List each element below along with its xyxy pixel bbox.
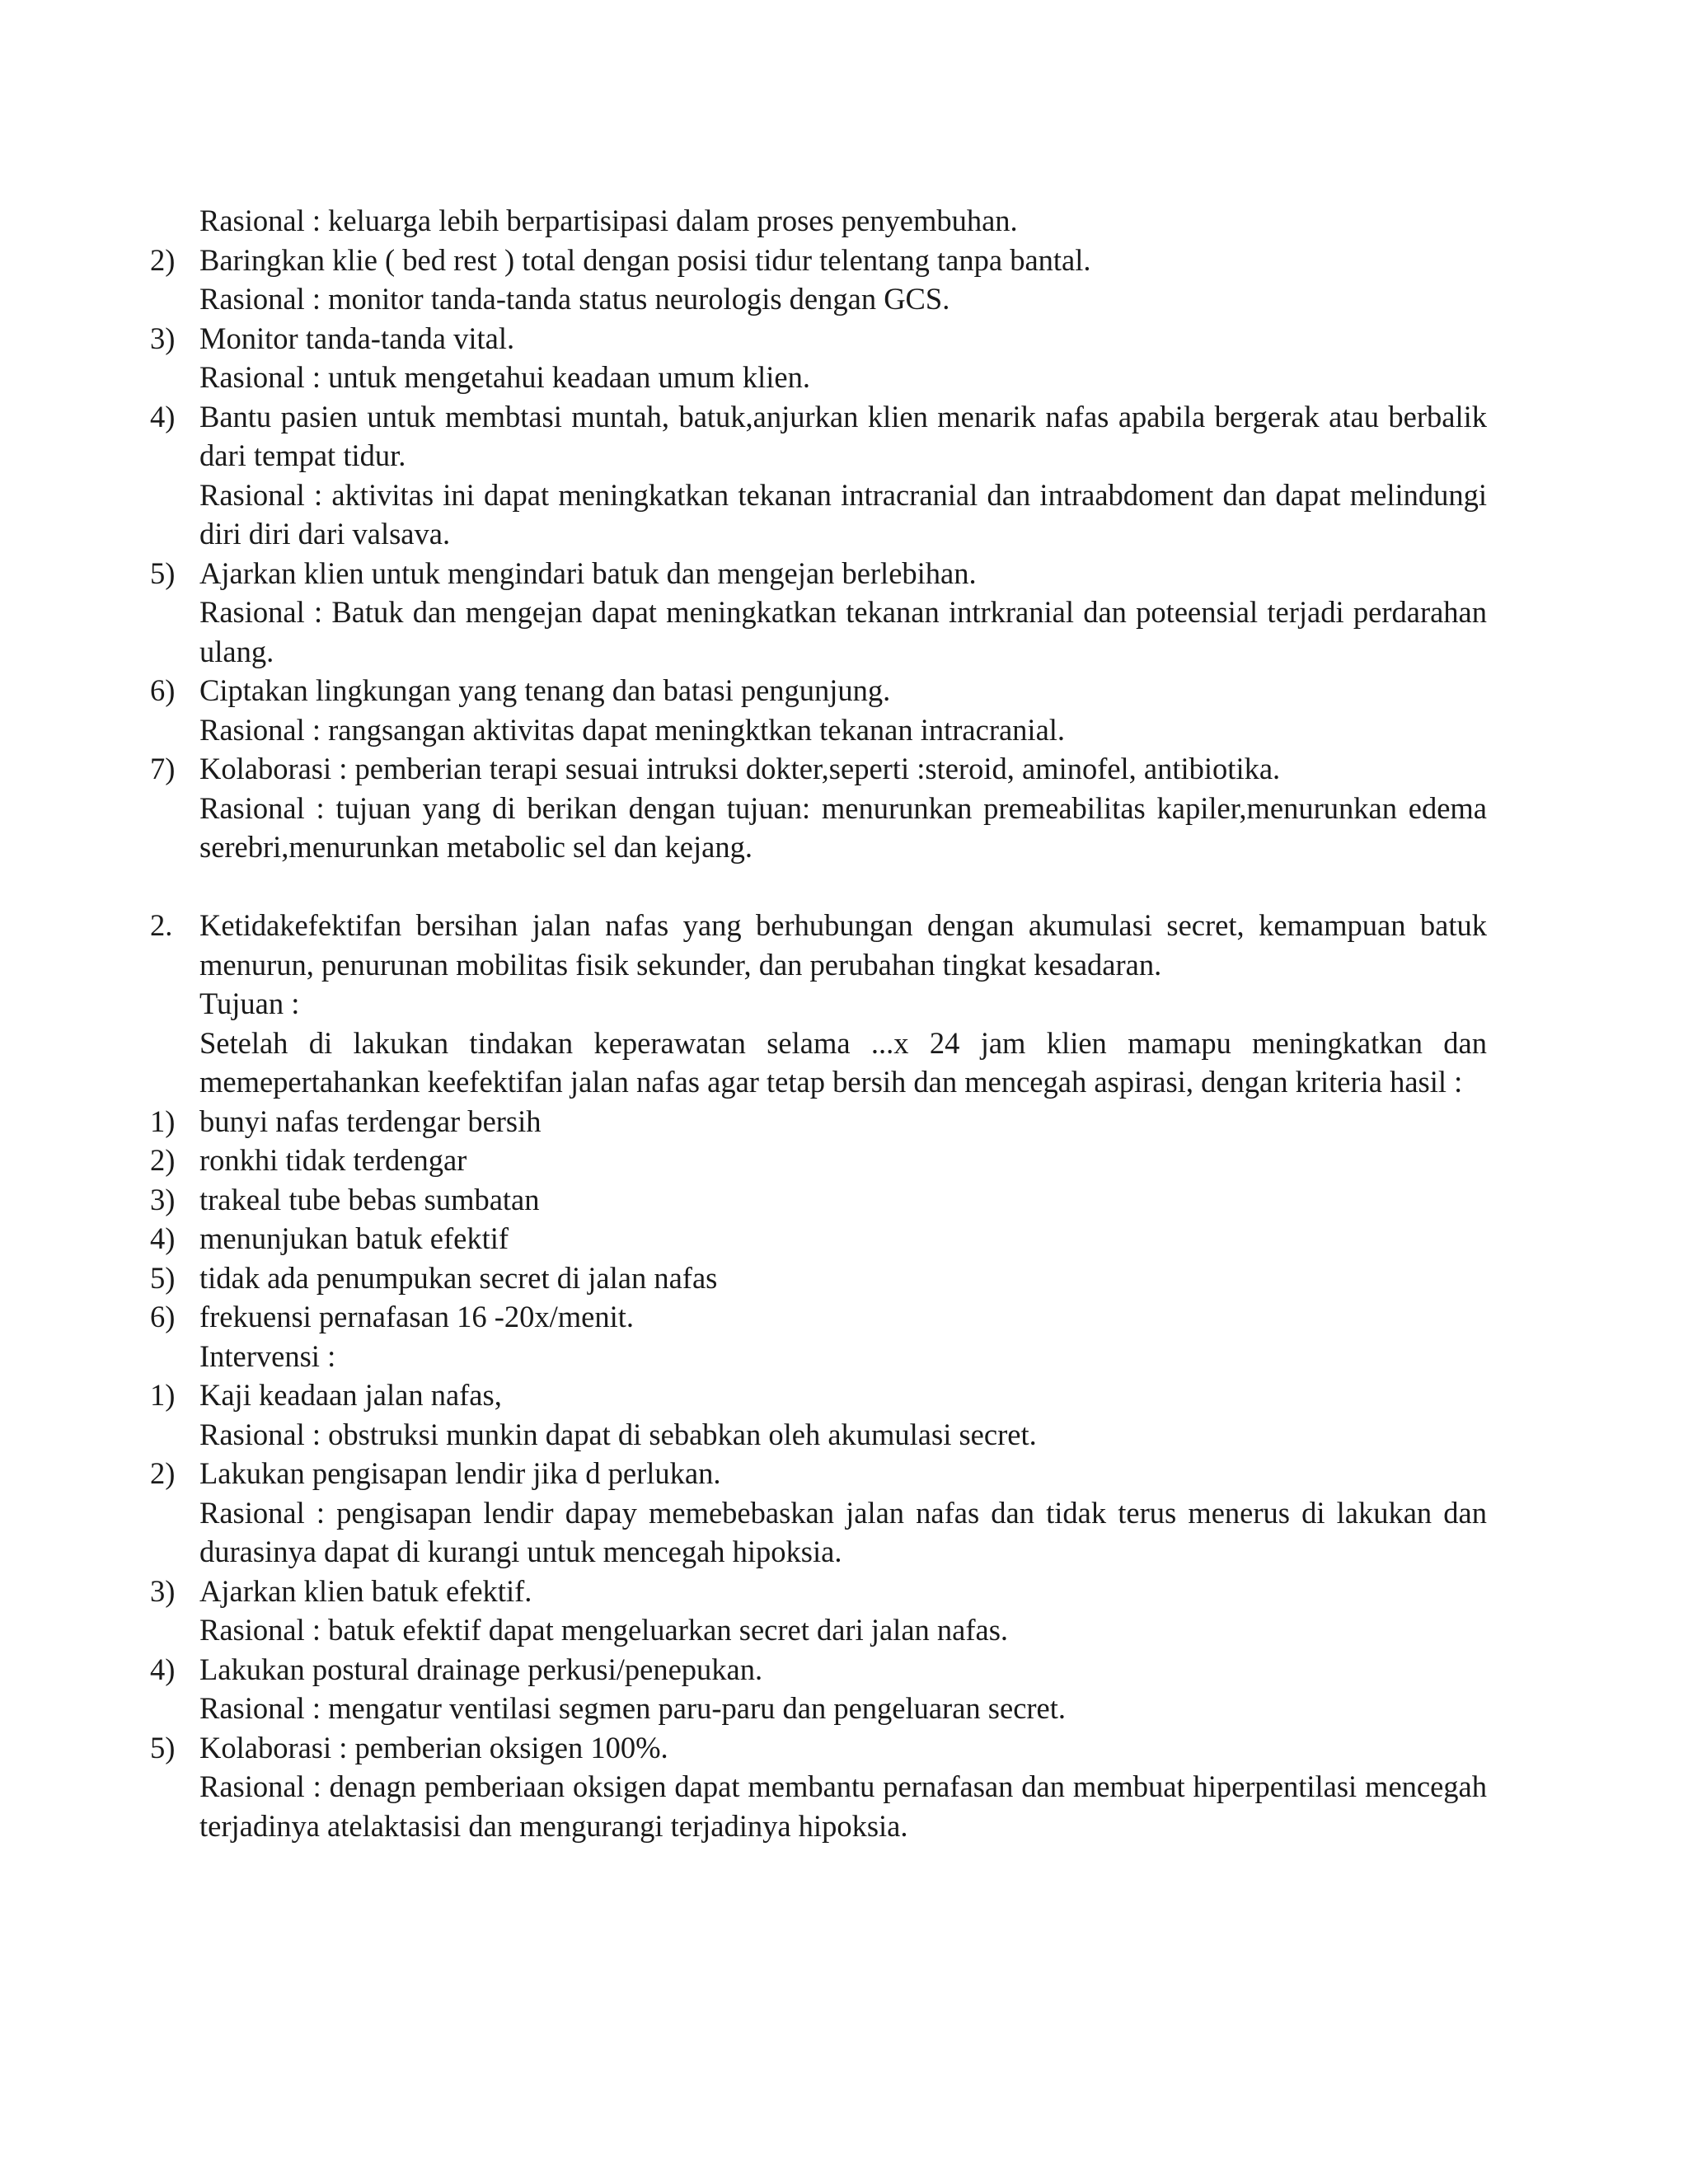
document-body (150, 201, 1487, 1845)
rationale-text: Rasional : obstruksi munkin dapat di sebabkan oleh akumulasi secret. (199, 1417, 1037, 1451)
item-number: 4) (150, 1221, 176, 1255)
item-text: Lakukan postural drainage perkusi/penepukan. (199, 1652, 763, 1686)
list-item (150, 1376, 1487, 1415)
rationale-text: Rasional : pengisapan lendir dapay memebebaskan jalan nafas dan tidak terus menerus di lakukan dan durasinya dapat di kurangi untuk mencegah hipoksia. (199, 1495, 1487, 1568)
item-number: 5) (150, 1260, 176, 1295)
criteria-item (150, 1141, 1487, 1180)
rationale-paragraph (150, 710, 1487, 750)
list-item (150, 1728, 1487, 1768)
item-number: 6) (150, 1300, 176, 1333)
item-number: 1) (150, 1378, 176, 1412)
goal-heading (150, 984, 1487, 1024)
item-text: Ciptakan lingkungan yang tenang dan batasi pengunjung. (199, 673, 891, 707)
criteria-text: ronkhi tidak terdengar (199, 1143, 467, 1177)
diagnosis-number: 2. (150, 908, 173, 942)
rationale-paragraph (150, 593, 1487, 671)
rationale-text: Rasional : monitor tanda-tanda status neurologis dengan GCS. (199, 282, 950, 316)
list-item (150, 1572, 1487, 1611)
rationale-paragraph (150, 279, 1487, 319)
list-item (150, 554, 1487, 593)
rationale-text: Rasional : untuk mengetahui keadaan umum klien. (199, 360, 810, 394)
goal-paragraph (150, 1024, 1487, 1102)
criteria-text: tidak ada penumpukan secret di jalan nafas (199, 1260, 718, 1295)
item-text: Ajarkan klien untuk mengindari batuk dan mengejan berlebihan. (199, 555, 977, 590)
item-number: 7) (150, 752, 176, 785)
item-number: 3) (150, 1573, 176, 1608)
intervention-heading (150, 1337, 1487, 1376)
intervention-label: Intervensi : (199, 1338, 336, 1373)
criteria-item (150, 1180, 1487, 1220)
item-number: 2) (150, 1143, 176, 1177)
diagnosis-text: Ketidakefektifan bersihan jalan nafas yang berhubungan dengan akumulasi secret, kemampuan batuk menurun, penurunan mobilitas fisik sekunder, dan perubahan tingkat kesadaran. (199, 908, 1487, 982)
rationale-paragraph (150, 1415, 1487, 1455)
rationale-text: Rasional : denagn pemberiaan oksigen dapat membantu pernafasan dan membuat hiperpentilasi mencegah terjadinya atelaktasisi dan mengurangi terjadinya hipoksia. (199, 1769, 1487, 1843)
item-number: 2) (150, 242, 176, 277)
item-number: 4) (150, 399, 176, 434)
rationale-text: Rasional : keluarga lebih berpartisipasi dalam proses penyembuhan. (199, 204, 1018, 237)
rationale-text: Rasional : tujuan yang di berikan dengan tujuan: menurunkan premeabilitas kapiler,menurunkan edema serebri,menurunkan metabolic sel dan kejang. (199, 790, 1487, 864)
item-number: 4) (150, 1652, 176, 1686)
paragraph-spacer (150, 867, 1487, 907)
criteria-text: bunyi nafas terdengar bersih (199, 1104, 542, 1138)
criteria-text: menunjukan batuk efektif (199, 1221, 509, 1255)
item-text: Baringkan klie ( bed rest ) total dengan posisi tidur telentang tanpa bantal. (199, 242, 1091, 277)
goal-label: Tujuan : (199, 987, 300, 1020)
goal-text: Setelah di lakukan tindakan keperawatan selama ...x 24 jam klien mamapu meningkatkan dan memepertahankan keefektifan jalan nafas agar tetap bersih dan mencegah aspirasi, dengan kriteria hasil : (199, 1025, 1487, 1099)
rationale-paragraph (150, 1610, 1487, 1650)
criteria-item (150, 1297, 1487, 1337)
list-item (150, 1650, 1487, 1690)
list-item (150, 397, 1487, 476)
diagnosis-item (150, 906, 1487, 984)
rationale-paragraph (150, 1689, 1487, 1728)
rationale-paragraph (150, 476, 1487, 554)
list-item (150, 241, 1487, 280)
item-text: Lakukan pengisapan lendir jika d perlukan. (199, 1456, 721, 1490)
item-number: 3) (150, 1182, 176, 1216)
item-number: 3) (150, 321, 176, 355)
criteria-item (150, 1258, 1487, 1298)
item-number: 6) (150, 673, 176, 707)
list-item (150, 319, 1487, 359)
criteria-item (150, 1102, 1487, 1141)
rationale-text: Rasional : batuk efektif dapat mengeluarkan secret dari jalan nafas. (199, 1613, 1009, 1647)
item-text: Kolaborasi : pemberian terapi sesuai intruksi dokter,seperti :steroid, aminofel, antibiotika. (199, 752, 1281, 785)
item-text: Kolaborasi : pemberian oksigen 100%. (199, 1730, 668, 1765)
rationale-paragraph (150, 1767, 1487, 1845)
rationale-paragraph (150, 789, 1487, 867)
item-number: 2) (150, 1456, 176, 1490)
rationale-text: Rasional : Batuk dan mengejan dapat meningkatkan tekanan intrkranial dan poteensial terjadi perdarahan ulang. (199, 595, 1487, 668)
criteria-item (150, 1219, 1487, 1258)
list-item (150, 1454, 1487, 1493)
rationale-text: Rasional : mengatur ventilasi segmen paru-paru dan pengeluaran secret. (199, 1691, 1067, 1725)
criteria-text: trakeal tube bebas sumbatan (199, 1182, 540, 1216)
item-text: Ajarkan klien batuk efektif. (199, 1573, 532, 1608)
item-text: Kaji keadaan jalan nafas, (199, 1378, 502, 1412)
rationale-paragraph (150, 201, 1487, 241)
item-text: Monitor tanda-tanda vital. (199, 321, 515, 355)
item-number: 5) (150, 1730, 176, 1765)
rationale-text: Rasional : aktivitas ini dapat meningkatkan tekanan intracranial dan intraabdoment dan dapat melindungi diri diri dari valsava. (199, 477, 1487, 551)
list-item (150, 749, 1487, 789)
item-text: Bantu pasien untuk membtasi muntah, batuk,anjurkan klien menarik nafas apabila bergerak atau berbalik dari tempat tidur. (199, 399, 1487, 472)
item-number: 5) (150, 555, 176, 590)
criteria-text: frekuensi pernafasan 16 -20x/menit. (199, 1300, 635, 1333)
list-item (150, 671, 1487, 710)
rationale-text: Rasional : rangsangan aktivitas dapat meningktkan tekanan intracranial. (199, 712, 1066, 747)
rationale-paragraph (150, 1493, 1487, 1572)
item-number: 1) (150, 1104, 176, 1138)
rationale-paragraph (150, 358, 1487, 397)
